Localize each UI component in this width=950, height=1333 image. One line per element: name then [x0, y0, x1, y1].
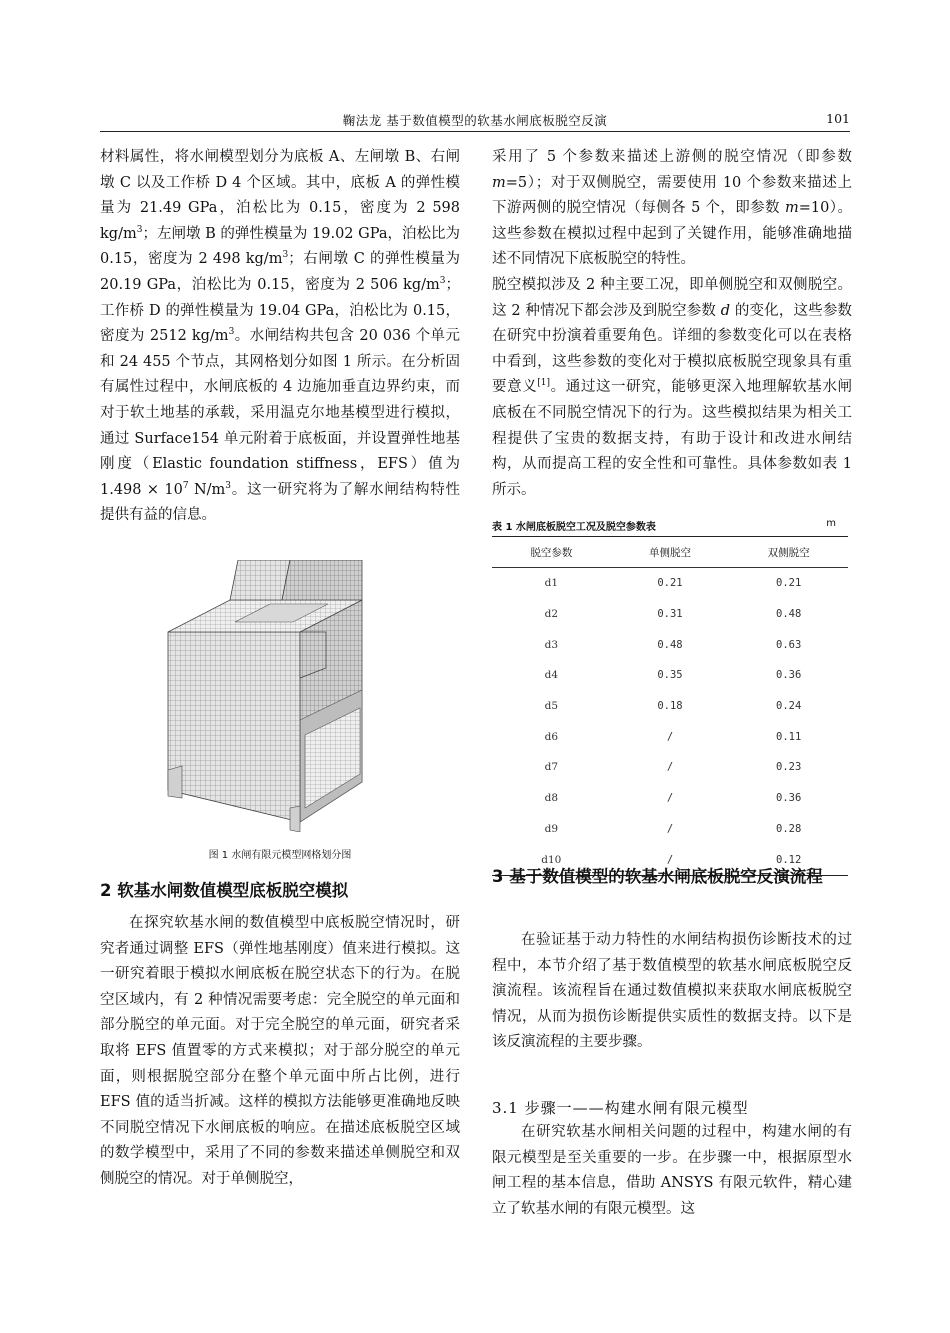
table-cell: d3 — [544, 638, 559, 651]
table-row — [492, 814, 848, 845]
table-caption-text: 表 1 水闸底板脱空工况及脱空参数表 — [492, 522, 656, 533]
table-cell: d6 — [544, 730, 559, 743]
table-cell: d4 — [544, 669, 559, 682]
table-cell: / — [666, 761, 674, 774]
running-header — [100, 111, 850, 129]
table-row — [492, 721, 848, 752]
section-2-body — [100, 911, 460, 1193]
table-cell: 0.24 — [776, 700, 802, 713]
section-3-paragraph: 在验证基于动力特性的水闸结构损伤诊断技术的过程中，本节介绍了基于数值模型的软基水闸底板脱空反演流程。该流程旨在通过数值模拟来获取水闸底板脱空情况，从而为损伤诊断提供实质性的数据支持。以下是该反演流程的主要步骤。 — [492, 932, 852, 1051]
mesh-model-illustration — [150, 560, 415, 832]
table-cell: 0.28 — [776, 822, 802, 835]
table-row — [492, 599, 848, 630]
table-cell: / — [666, 822, 674, 835]
right-paragraph-1 — [492, 145, 852, 503]
table-cell: d5 — [544, 700, 559, 713]
figure-1 — [150, 560, 415, 832]
table-row — [492, 568, 848, 599]
section-3-1-heading: 3.1 步骤一——构建水闸有限元模型 — [492, 1099, 749, 1117]
section-3-1-paragraph: 在研究软基水闸相关问题的过程中，构建水闸的有限元模型是至关重要的一步。在步骤一中，根据原型水闸工程的基本信息，借助 ANSYS 有限元软件，精心建立了软基水闸的有限元模型。这 — [492, 1124, 852, 1217]
table-header-cell: 单侧脱空 — [611, 537, 730, 568]
table-cell: 0.31 — [657, 608, 683, 621]
table-cell: / — [611, 844, 730, 875]
section-3-body — [492, 928, 852, 1056]
page-number: 101 — [826, 111, 850, 126]
parameter-table — [492, 536, 848, 876]
table-cell: 0.18 — [657, 700, 683, 713]
table-row — [492, 629, 848, 660]
section-2-paragraph: 在探究软基水闸的数值模型中底板脱空情况时，研究者通过调整 EFS（弹性地基刚度）值来进行模拟。这一研究着眼于模拟水闸底板在脱空状态下的行为。在脱空区域内，有 2 种情况需要考虑：完全脱空的单元面和部分脱空的单元面。对于完全脱空的单元面，研究者采取将 EFS 值置零的方式来模拟；对于部分脱空的单元面，则根据脱空部分在整个单元面中所占比例，进行 EFS 值的适当折减。这样的模拟方法能够更准确地反映不同脱空情况下水闸底板的响应。在描述底板脱空区域的数学模型中，采用了不同的参数来描述单侧脱空和双侧脱空的情况。对于单侧脱空， — [100, 915, 460, 1187]
table-cell: d9 — [544, 822, 559, 835]
table-cell: d2 — [544, 608, 559, 621]
table-cell: 0.63 — [776, 638, 802, 651]
table-cell: 0.11 — [776, 730, 802, 743]
table-header-cell: 双侧脱空 — [729, 537, 848, 568]
left-paragraph-1 — [100, 145, 460, 529]
table-cell: / — [666, 792, 674, 805]
table-cell: d10 — [492, 844, 611, 875]
table-cell: 0.21 — [776, 577, 802, 590]
table-cell: 0.35 — [657, 669, 683, 682]
section-3-heading: 3 基于数值模型的软基水闸底板脱空反演流程 — [492, 867, 823, 886]
running-title: 鞠法龙 基于数值模型的软基水闸底板脱空反演 — [342, 113, 608, 128]
table-row — [492, 752, 848, 783]
table-cell: 0.23 — [776, 761, 802, 774]
table-cell: d7 — [544, 761, 559, 774]
table-unit: m — [826, 518, 836, 529]
table-header-cell: 脱空参数 — [492, 537, 611, 568]
figure-caption: 图 1 水闸有限元模型网格划分图 — [208, 850, 352, 861]
table-row — [492, 691, 848, 722]
table-cell: 0.21 — [657, 577, 683, 590]
header-rule — [100, 131, 850, 132]
left-paragraph-1-text: 材料属性，将水闸模型划分为底板 A、左闸墩 B、右闸墩 C 以及工作桥 D 4 个区域。其中，底板 A 的弹性模量为 21.49 GPa，泊松比为 0.15，密度为 2 598 $kg/m^3$；左闸墩 B 的弹性模量为 19.02 GPa，泊松比为 0.15，密度为 2 498 $kg/m^3$；右闸墩 C 的弹性模量为 20.19 GPa，泊松比为 0.15，密度为 2 506 $kg/m^3$；工作桥 D 的弹性模量为 19.04 GPa，泊松比为 0.15，密度为 2512 $kg/m^3$。水闸结构共包含 20 036 个单元和 24 455 个节点，其网格划分如图 1 所示。在分析固有属性过程中，水闸底板的 4 边施加垂直边界约束，而对于软土地基的承载，采用温克尔地基模型进行模拟，通过 Surface154 单元附着于底板面，并设置弹性地基刚度（Elastic foundation stiffness，EFS）值为 $1.498 \times 10^7$ $N/m^3$。这一研究将为了解水闸结构特性提供有益的信息。 — [100, 149, 461, 524]
right-paragraph-2-text: 脱空模拟涉及 2 种主要工况，即单侧脱空和双侧脱空。这 2 种情况下都会涉及到脱空参数 d 的变化，这些参数在研究中扮演着重要角色。详细的参数变化可以在表格中看到，这些参数的变化对于模拟底板脱空现象具有重要意义[1]。通过这一研究，能够更深入地理解软基水闸底板在不同脱空情况下的行为。这些模拟结果为相关工程提供了宝贵的数据支持，有助于设计和改进水闸结构，从而提高工程的安全性和可靠性。具体参数如表 1 所示。 — [492, 276, 853, 498]
table-cell: 0.12 — [729, 844, 848, 875]
table-row — [492, 783, 848, 814]
table-cell: 0.36 — [776, 792, 802, 805]
section-2-heading: 2 软基水闸数值模型底板脱空模拟 — [100, 881, 349, 900]
table-cell: 0.48 — [776, 608, 802, 621]
section-3-1-body — [492, 1120, 852, 1222]
table-caption — [492, 518, 848, 533]
table-body — [492, 568, 848, 876]
table-header-row — [492, 537, 848, 568]
right-paragraph-1-text: 采用了 5 个参数来描述上游侧的脱空情况（即参数 m=5）；对于双侧脱空，需要使用 10 个参数来描述上下游两侧的脱空情况（每侧各 5 个，即参数 m=10）。这些参数在模拟过程中起到了关键作用，能够准确地描述不同情况下底板脱空的特性。 — [492, 149, 852, 268]
table-cell: 0.48 — [657, 638, 683, 651]
table-row — [492, 660, 848, 691]
table-cell: / — [666, 730, 674, 743]
table-cell: 0.36 — [776, 669, 802, 682]
table-cell: d1 — [544, 577, 559, 590]
table-cell: d8 — [544, 792, 559, 805]
